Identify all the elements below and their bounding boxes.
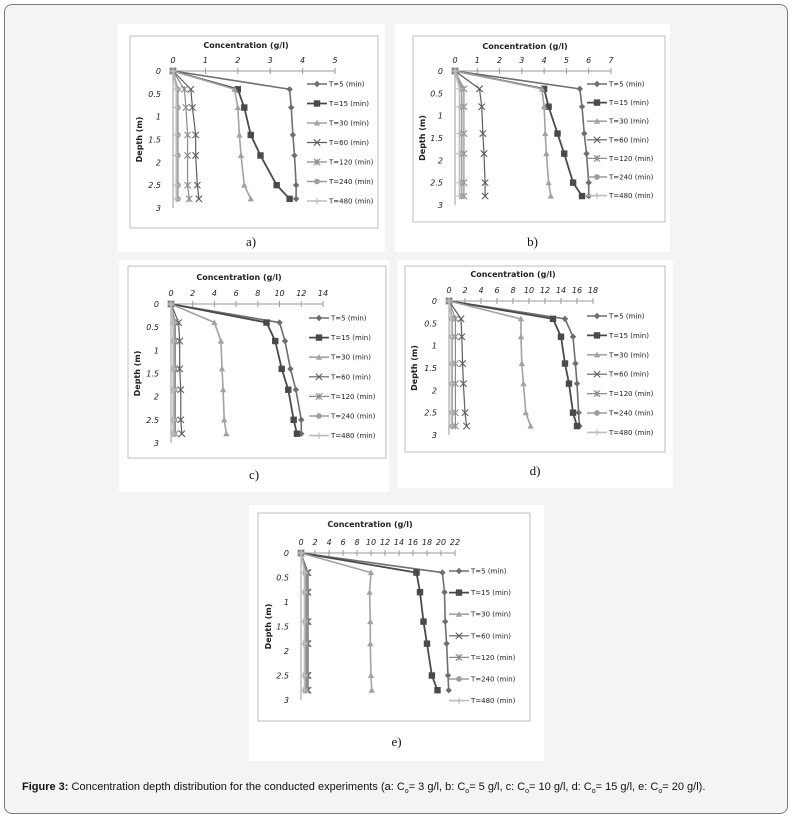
chart-e-legend-label-3: T=60 (min): [471, 632, 511, 641]
chart-b-y-tick-label-3: 1.5: [430, 134, 443, 143]
chart-c-series-1-point-5: [290, 417, 296, 423]
chart-d-x-tick-label-0: 0: [446, 286, 452, 295]
chart-panel-c: [119, 260, 389, 492]
chart-d-x-tick-label-2: 4: [478, 286, 484, 295]
caption-item-b-sub: o: [465, 788, 470, 796]
chart-b-x-tick-label-7: 7: [608, 56, 614, 65]
chart-e-legend-label-0: T=5 (min): [471, 567, 507, 576]
chart-e-x-tick-label-4: 8: [354, 538, 360, 547]
chart-c-legend-marker-5: [316, 413, 322, 419]
chart-a-legend-marker-1: [314, 100, 320, 106]
chart-b-x-tick-label-6: 6: [586, 56, 592, 65]
chart-d-x-tick-label-1: 2: [462, 286, 468, 295]
chart-e-x-tick-label-9: 18: [421, 538, 433, 547]
chart-b-svg: [395, 24, 670, 229]
chart-c-label: c): [248, 467, 260, 482]
caption-label: Figure 3:: [22, 781, 69, 793]
chart-e-x-title: Concentration (g/l): [327, 520, 413, 529]
chart-d-x-tick-label-4: 8: [510, 286, 516, 295]
chart-b-legend-label-3: T=60 (min): [609, 136, 649, 145]
chart-d-label: d): [529, 463, 541, 478]
chart-b-y-tick-label-1: 0.5: [430, 89, 443, 99]
caption-item-a-post: = 3 g/l,: [408, 781, 446, 793]
chart-b-y-title: Depth (m): [418, 115, 427, 161]
chart-b-legend-label-2: T=30 (min): [609, 117, 649, 126]
figure-caption: [22, 781, 705, 795]
chart-a-legend-label-4: T=120 (min): [329, 158, 374, 167]
chart-c-y-tick-label-5: 2.5: [146, 415, 159, 425]
chart-a-x-tick-label-1: 1: [202, 56, 208, 65]
chart-a-series-1-point-5: [273, 182, 279, 188]
chart-b-legend-marker-1: [594, 99, 600, 105]
chart-e-x-tick-label-11: 22: [449, 538, 461, 547]
chart-a-series-1-point-4: [257, 152, 263, 158]
chart-a-label: a): [245, 234, 257, 249]
caption-item-c-post: = 10 g/l,: [529, 781, 572, 793]
chart-e-x-tick-label-5: 10: [365, 538, 377, 547]
chart-c-x-tick-label-6: 12: [296, 289, 307, 298]
caption-item-e-pre: e: C: [638, 781, 659, 793]
chart-b-label: b): [527, 234, 538, 249]
chart-c-legend-label-1: T=15 (min): [331, 334, 371, 343]
caption-item-e-post: = 20 g/l).: [662, 781, 706, 793]
chart-a-x-title: Concentration (g/l): [203, 41, 289, 50]
chart-c-legend-label-2: T=30 (min): [331, 353, 371, 362]
chart-c-svg: [119, 260, 389, 460]
chart-c-legend-label-4: T=120 (min): [331, 392, 376, 401]
chart-e-x-tick-label-1: 2: [312, 538, 318, 547]
chart-a-legend-label-6: T=480 (min): [329, 197, 374, 206]
chart-c-legend-marker-1: [316, 334, 322, 340]
chart-a-legend-label-1: T=15 (min): [329, 100, 369, 108]
chart-a-series-1-point-6: [286, 196, 292, 202]
chart-e-y-tick-label-3: 1.5: [276, 622, 289, 632]
chart-panel-d: [397, 260, 673, 488]
chart-e-legend-marker-1: [456, 589, 462, 595]
chart-c-x-tick-label-4: 8: [255, 289, 261, 298]
chart-b-y-tick-label-2: 1: [437, 111, 443, 121]
chart-e-y-tick-label-4: 2: [283, 647, 289, 656]
caption-item-e-sub: o: [658, 788, 663, 796]
chart-a-series-1-point-2: [241, 104, 247, 110]
chart-b-series-1-point-5: [570, 179, 576, 185]
chart-e-svg: [249, 505, 544, 727]
chart-e-x-tick-label-6: 12: [379, 538, 391, 547]
chart-b-x-title: Concentration (g/l): [482, 42, 568, 51]
chart-e-legend-label-5: T=240 (min): [471, 675, 516, 684]
chart-e-y-title: Depth (m): [264, 603, 273, 650]
chart-d-legend-label-3: T=60 (min): [609, 370, 649, 379]
chart-c-x-tick-label-7: 14: [317, 289, 329, 298]
chart-c-y-title: Depth (m): [133, 350, 142, 397]
chart-a-x-tick-label-0: 0: [170, 56, 176, 65]
chart-d-x-tick-label-5: 10: [523, 286, 535, 295]
chart-d-x-tick-label-9: 18: [587, 286, 599, 295]
caption-item-d-sub: o: [591, 788, 596, 796]
chart-d-series-1-point-1: [550, 316, 556, 322]
chart-b-y-tick-label-4: 2: [437, 156, 443, 166]
chart-panel-b: [395, 24, 670, 252]
chart-e-legend-label-1: T=15 (min): [471, 589, 511, 598]
chart-d-y-tick-label-6: 3: [431, 431, 437, 440]
chart-b-x-tick-label-3: 3: [519, 56, 525, 65]
chart-d-legend-label-4: T=120 (min): [609, 390, 654, 399]
chart-c-x-tick-label-2: 4: [211, 289, 217, 298]
chart-e-series-1-point-1: [413, 569, 419, 575]
chart-d-y-tick-label-2: 1: [431, 341, 437, 351]
chart-a-y-tick-label-4: 2: [155, 158, 161, 168]
chart-e-legend-label-4: T=120 (min): [471, 653, 516, 662]
chart-d-y-tick-label-3: 1.5: [424, 364, 437, 373]
chart-e-x-tick-label-0: 0: [298, 538, 304, 547]
chart-e-legend-marker-5: [456, 676, 462, 682]
chart-e-series-1-point-2: [417, 589, 423, 595]
chart-d-legend-marker-1: [594, 332, 600, 338]
caption-item-c-pre: c: C: [505, 781, 526, 793]
chart-c-x-tick-label-0: 0: [168, 289, 174, 298]
chart-a-legend-label-5: T=240 (min): [329, 178, 374, 186]
chart-b-legend-label-5: T=240 (min): [609, 173, 654, 182]
chart-d-x-tick-label-8: 16: [571, 286, 583, 295]
chart-e-legend-label-6: T=480 (min): [471, 697, 516, 706]
chart-e-x-tick-label-3: 6: [340, 538, 346, 547]
chart-c-y-tick-label-1: 0.5: [146, 323, 159, 333]
chart-c-series-1-point-2: [272, 338, 278, 344]
caption-item-b-post: = 5 g/l,: [469, 781, 506, 793]
chart-e-y-tick-label-6: 3: [283, 696, 289, 705]
chart-a-x-tick-label-3: 3: [267, 56, 273, 65]
chart-c-y-tick-label-6: 3: [153, 439, 159, 448]
caption-item-d-pre: d: C: [571, 781, 592, 793]
chart-a-y-tick-label-2: 1: [155, 112, 161, 122]
chart-b-x-tick-label-0: 0: [452, 56, 458, 65]
chart-c-series-1-point-4: [285, 387, 291, 393]
chart-c-x-tick-label-5: 10: [274, 289, 285, 298]
chart-e-y-tick-label-2: 1: [283, 598, 289, 607]
chart-d-series-1-point-4: [566, 380, 572, 386]
chart-d-series-1-point-5: [570, 409, 576, 415]
chart-c-y-tick-label-0: 0: [153, 300, 159, 309]
chart-d-x-tick-label-7: 14: [555, 286, 567, 295]
chart-d-legend-label-1: T=15 (min): [609, 331, 649, 340]
chart-b-y-tick-label-6: 3: [437, 201, 443, 210]
chart-d-y-tick-label-5: 2.5: [424, 408, 437, 418]
chart-c-x-tick-label-1: 2: [190, 289, 196, 298]
chart-d-legend-label-6: T=480 (min): [609, 428, 654, 437]
chart-e-x-tick-label-7: 14: [393, 538, 405, 547]
chart-b-x-tick-label-2: 2: [497, 56, 503, 65]
chart-c-x-title: Concentration (g/l): [196, 273, 282, 282]
chart-b-y-tick-label-5: 2.5: [430, 178, 443, 188]
chart-e-series-1-point-3: [420, 618, 426, 624]
chart-c-legend-label-0: T=5 (min): [331, 314, 367, 323]
chart-e-series-1-point-6: [434, 687, 440, 693]
chart-c-series-1-point-3: [279, 366, 285, 372]
chart-d-series-1-point-2: [558, 334, 564, 340]
caption-item-a-sub: o: [404, 788, 409, 796]
chart-e-x-tick-label-8: 16: [407, 538, 419, 547]
chart-a-x-tick-label-2: 2: [235, 56, 241, 65]
chart-a-x-tick-label-5: 5: [332, 56, 338, 65]
chart-e-series-1-point-4: [424, 640, 430, 646]
chart-a-y-tick-label-0: 0: [155, 67, 161, 76]
chart-d-y-tick-label-0: 0: [431, 297, 437, 306]
chart-d-x-tick-label-3: 6: [494, 286, 500, 295]
chart-d-svg: [397, 260, 673, 456]
chart-e-series-1-point-5: [429, 672, 435, 678]
caption-open: (: [380, 781, 385, 793]
chart-d-legend-label-0: T=5 (min): [609, 312, 645, 321]
chart-c-y-tick-label-4: 2: [153, 392, 159, 402]
chart-d-legend-label-5: T=240 (min): [609, 409, 654, 418]
chart-a-y-tick-label-6: 3: [155, 204, 161, 213]
chart-e-y-tick-label-5: 2.5: [276, 671, 289, 681]
chart-b-legend-label-6: T=480 (min): [609, 192, 654, 201]
chart-a-x-tick-label-4: 4: [300, 56, 306, 65]
chart-b-legend-label-0: T=5 (min): [609, 80, 645, 89]
chart-e-y-tick-label-0: 0: [283, 549, 289, 558]
chart-c-series-1-point-1: [263, 319, 269, 325]
chart-d-y-title: Depth (m): [410, 345, 419, 391]
chart-b-x-tick-label-1: 1: [474, 56, 480, 65]
chart-a-legend-label-3: T=60 (min): [329, 139, 369, 147]
caption-item-c-sub: o: [525, 788, 530, 796]
caption-item-b-pre: b: C: [445, 781, 466, 793]
chart-e-label: e): [391, 734, 402, 749]
chart-c-legend-label-3: T=60 (min): [331, 373, 371, 382]
chart-a-series-1-point-3: [248, 132, 254, 138]
chart-d-series-1-point-6: [574, 423, 580, 429]
chart-a-y-tick-label-3: 1.5: [148, 135, 161, 145]
chart-b-series-1-point-6: [579, 193, 585, 199]
chart-b-legend-marker-5: [594, 174, 600, 180]
chart-c-y-tick-label-2: 1: [153, 346, 159, 356]
chart-a-legend-label-2: T=30 (min): [329, 119, 369, 128]
chart-a-y-tick-label-1: 0.5: [148, 89, 161, 99]
chart-c-x-tick-label-3: 6: [233, 289, 239, 298]
chart-a-svg: [117, 24, 385, 229]
chart-a-legend-marker-5: [314, 179, 320, 185]
chart-e-legend-label-2: T=30 (min): [471, 610, 511, 619]
chart-b-legend-label-1: T=15 (min): [609, 99, 649, 108]
chart-d-x-title: Concentration (g/l): [470, 270, 556, 279]
chart-a-y-tick-label-5: 2.5: [148, 181, 161, 191]
chart-c-series-1-point-6: [294, 431, 300, 437]
chart-panel-a: [117, 24, 385, 252]
chart-e-y-tick-label-1: 0.5: [276, 573, 289, 583]
chart-d-legend-marker-5: [594, 410, 600, 416]
chart-b-y-tick-label-0: 0: [437, 67, 443, 76]
caption-text: Concentration depth distribution for the conducted experiments: [71, 781, 378, 793]
chart-a-legend-label-0: T=5 (min): [329, 80, 365, 89]
chart-c-legend-label-5: T=240 (min): [331, 412, 376, 421]
chart-d-y-tick-label-4: 2: [431, 386, 437, 396]
chart-panel-e: [249, 505, 544, 761]
chart-b-series-1-point-4: [561, 150, 567, 156]
chart-b-x-tick-label-4: 4: [541, 56, 547, 65]
chart-c-legend-label-6: T=480 (min): [331, 432, 376, 441]
caption-item-d-post: = 15 g/l,: [595, 781, 639, 793]
chart-b-series-1-point-3: [554, 130, 560, 136]
caption-item-a-pre: a: C: [384, 781, 405, 793]
chart-e-x-tick-label-2: 4: [326, 538, 332, 547]
chart-d-series-1-point-3: [562, 360, 568, 366]
chart-d-legend-label-2: T=30 (min): [609, 351, 649, 360]
chart-c-y-tick-label-3: 1.5: [146, 369, 159, 379]
chart-b-x-tick-label-5: 5: [563, 56, 569, 65]
chart-d-y-tick-label-1: 0.5: [424, 319, 437, 329]
chart-d-x-tick-label-6: 12: [539, 286, 551, 295]
chart-a-y-title: Depth (m): [135, 116, 144, 163]
chart-e-x-tick-label-10: 20: [435, 538, 447, 547]
chart-b-legend-label-4: T=120 (min): [609, 154, 654, 163]
